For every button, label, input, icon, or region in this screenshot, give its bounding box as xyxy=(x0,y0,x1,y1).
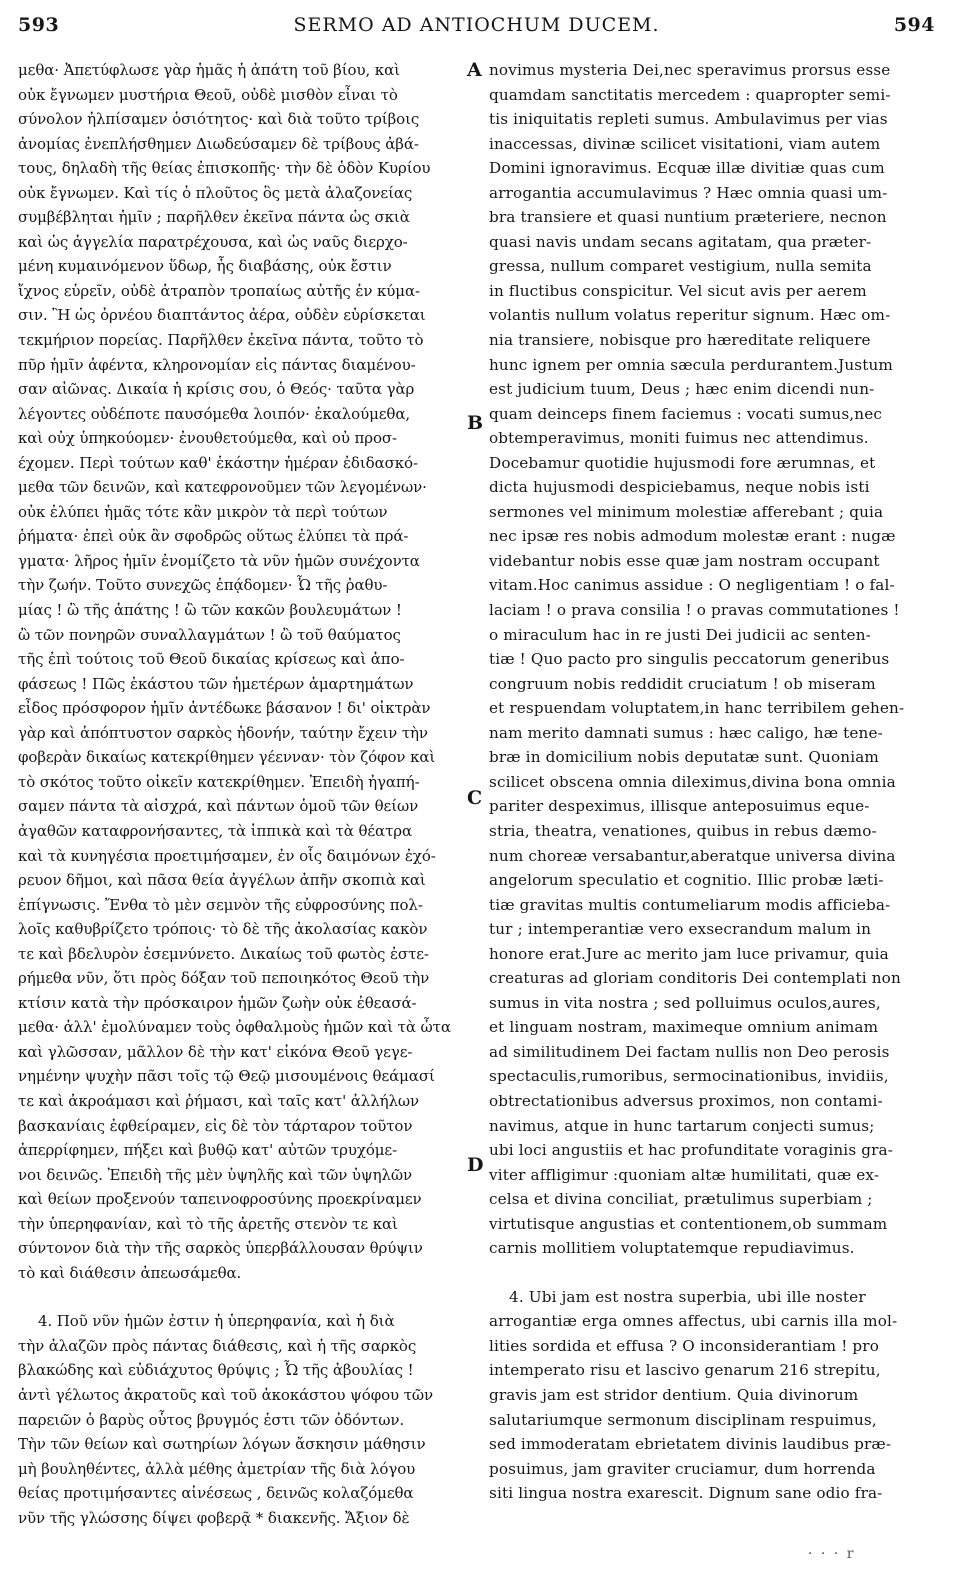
latin-text-line: lities sordida et effusa ? O inconsiderantiam ! pro xyxy=(489,1336,879,1355)
greek-text-line: τὴν ζωήν. Τοῦτο συνεχῶς ἐπᾴδομεν· Ὦ τῆς ῥαθυ- xyxy=(18,576,388,595)
greek-text-line: σαν αἰῶνας. Δικαία ἡ κρίσις σου, ὁ Θεός· ταῦτα γὰρ xyxy=(18,380,415,399)
latin-text-line: tiæ gravitas multis contumeliarum modis afficieba- xyxy=(489,895,891,914)
latin-text-line: spectaculis,rumoribus, sermocinationibus, invidiis, xyxy=(489,1067,889,1086)
greek-text-line: έχομεν. Περὶ τούτων καθ' ἑκάστην ἡμέραν ἐδιδασκό- xyxy=(18,453,418,472)
latin-text-line: stria, theatra, venationes, quibus in rebus dæmo- xyxy=(489,821,877,840)
latin-text-line: volantis nullum volatus reperitur signum. Hæc om- xyxy=(489,306,891,325)
right-page-number: 594 xyxy=(893,14,935,36)
greek-text-line: νῦν τῆς γλώσσης δίψει φοβερᾷ * διακενῆς. Ἄξιον δὲ xyxy=(18,1508,410,1527)
greek-text-line: πῦρ ἡμῖν ἀφέντα, κληρονομίαν εἰς πάντας διαμένου- xyxy=(18,355,416,374)
latin-text-line: sermones vel minimum molestiæ afferebant ; quia xyxy=(489,502,884,521)
latin-text-line: nec ipsæ res nobis admodum molestæ erant : nugæ xyxy=(489,527,896,546)
greek-text-line: τὸ καὶ διάθεσιν ἀπεωσάμεθα. xyxy=(18,1263,242,1282)
greek-text-line: ρευον δῆμοι, καὶ πᾶσα θεία ἀγγέλων ἀπῆν σκοπιὰ καὶ xyxy=(18,871,426,890)
paragraph-gap xyxy=(489,1261,933,1285)
latin-text-line: bræ in domicilium nobis deputatæ sunt. Quoniam xyxy=(489,748,879,767)
latin-text-line: arrogantiæ erga omnes affectus, ubi carnis illa mol- xyxy=(489,1312,898,1331)
greek-text-line: τὸ σκότος τοῦτο οἰκεῖν κατεκρίθημεν. Ἐπειδὴ ἠγαπή- xyxy=(18,772,420,791)
latin-text-line: honore erat.Jure ac merito jam luce privamur, quia xyxy=(489,944,889,963)
latin-text-line: ad similitudinem Dei factam nullis non Deo perosis xyxy=(489,1042,890,1061)
greek-text-line: σαμεν πάντα τὰ αἰσχρά, καὶ πάντων ὁμοῦ τῶν θείων xyxy=(18,797,419,816)
margin-marker-d: D xyxy=(467,1154,484,1176)
greek-text-line: ἀγαθῶν καταφρονήσαντες, τὰ ἱππικὰ καὶ τὰ θέατρα xyxy=(18,821,413,840)
greek-text-column xyxy=(18,58,460,1530)
greek-text-line: ῥήματα· ἐπεὶ οὐκ ἂν σφοδρῶς οὕτως ἐλύπει τὰ πρά- xyxy=(18,527,409,546)
latin-text-line: posuimus, jam graviter cruciamur, dum horrenda xyxy=(489,1459,876,1478)
greek-text-line: τὴν ὑπερηφανίαν, καὶ τὸ τῆς ἀρετῆς στενὸν τε καὶ xyxy=(18,1214,398,1233)
latin-text-line: virtutisque angustias et contentionem,ob summam xyxy=(489,1214,888,1233)
latin-text-line: gravis jam est stridor dentium. Quia divinorum xyxy=(489,1385,859,1404)
greek-text-line: συμβέβληται ἡμῖν ; παρῆλθεν ἐκεῖνα πάντα ὡς σκιὰ xyxy=(18,208,410,227)
greek-text-line: μένη κυμαινόμενον ὕδωρ, ἧς διαβάσης, οὐκ ἔστιν xyxy=(18,257,392,276)
latin-text-line: scilicet obscena omnia dileximus,divina bona omnia xyxy=(489,772,896,791)
latin-text-line: laciam ! o prava consilia ! o pravas commutationes ! xyxy=(489,601,900,620)
greek-text-line: ἀπερρίφημεν, πήξει καὶ βυθῷ κατ' αὐτῶν τρυχόμε- xyxy=(18,1141,398,1160)
greek-text-line: οὐκ ἔγνωμεν. Καὶ τίς ὁ πλοῦτος ὃς μετὰ ἀλαζονείας xyxy=(18,183,413,202)
greek-text-line: καὶ οὐχ ὑπηκούομεν· ἐνουθετούμεθα, καὶ οὐ προσ- xyxy=(18,429,398,448)
latin-text-line: quamdam sanctitatis mercedem : quapropter semi- xyxy=(489,85,891,104)
latin-text-line: novimus mysteria Dei,nec speravimus prorsus esse xyxy=(489,61,891,79)
greek-text-line: μίας ! ὢ τῆς ἀπάτης ! ὢ τῶν κακῶν βουλευμάτων ! xyxy=(18,601,402,620)
latin-text-line: quasi navis undam secans agitatam, qua præter- xyxy=(489,232,872,251)
footer-mark: · · · r xyxy=(808,1546,856,1562)
latin-text-line: congruum nobis reddidit cruciatum ! ob miseram xyxy=(489,674,876,693)
greek-text-line: τε καὶ βδελυρὸν ἐσεμνύνετο. Δικαίως τοῦ φωτὸς ἐστε- xyxy=(18,944,429,963)
greek-text-line: οὐκ ἔγνωμεν μυστήρια Θεοῦ, οὐδὲ μισθὸν εἶναι τὸ xyxy=(18,85,398,104)
latin-text-line: et linguam nostram, maximeque omnium animam xyxy=(489,1018,879,1037)
latin-text-column xyxy=(489,58,933,1506)
greek-text-line: κτίσιν κατὰ τὴν πρόσκαιρον ἡμῶν ζωὴν οὐκ ἐθεασά- xyxy=(18,993,417,1012)
greek-text-line: ρήμεθα νῦν, ὅτι πρὸς δόξαν τοῦ πεποιηκότος Θεοῦ τὴν xyxy=(18,969,430,988)
margin-marker-c: C xyxy=(467,787,483,809)
greek-text-line: σύντονον διὰ τὴν τῆς σαρκὸς ὑπερβάλλουσαν θρύψιν xyxy=(18,1239,423,1258)
greek-text-line: σύνολον ἠλπίσαμεν ὁσιότητος· καὶ διὰ τοῦτο τρίβοις xyxy=(18,110,420,129)
latin-text-line: siti lingua nostra exarescit. Dignum sane odio fra- xyxy=(489,1484,883,1503)
greek-text-line: μεθα· ἀλλ' ἐμολύναμεν τοὺς ὀφθαλμοὺς ἡμῶν καὶ τὰ ὦτα xyxy=(18,1018,451,1037)
greek-text-line: λοῖς καθυβρίζετο τρόποις· τὸ δὲ τῆς ἀκολασίας κακὸν xyxy=(18,920,428,939)
page-header xyxy=(18,14,935,46)
latin-text-line: carnis mollitiem voluptatemque repudiavimus. xyxy=(489,1239,855,1258)
greek-text-line: ἴχνος εὑρεῖν, οὐδὲ ἀτραπὸν τροπαίως αὐτῆς ἐν κύμα- xyxy=(18,281,420,300)
greek-text-line: τεκμήριον πορείας. Παρῆλθεν ἐκεῖνα πάντα, τοῦτο τὸ xyxy=(18,331,424,350)
latin-text-line: celsa et divina conciliat, prætulimus superbiam ; xyxy=(489,1190,873,1209)
latin-text-line: obtrectationibus adversus proximos, non contami- xyxy=(489,1091,883,1110)
greek-text-line: ἀντὶ γέλωτος ἀκρατοῦς καὶ τοῦ ἀκοκάστου ψόφου τῶν xyxy=(18,1385,434,1404)
greek-text-line: παρειῶν ὁ βαρὺς οὗτος βρυγμός ἐστι τῶν ὀδόντων. xyxy=(18,1410,405,1429)
latin-text-line: et respuendam voluptatem,in hanc terribilem gehen- xyxy=(489,699,905,718)
latin-text-line: nia transiere, nobisque pro hæreditate reliquere xyxy=(489,331,871,350)
latin-text-line: quam deinceps finem faciemus : vocati sumus,nec xyxy=(489,404,883,423)
greek-text-line: φάσεως ! Πῶς ἑκάστου τῶν ἡμετέρων ἁμαρτημάτων xyxy=(18,674,414,693)
greek-text-line: σιν. Ἢ ὡς ὀρνέου διαπτάντος ἀέρα, οὐδὲν εὑρίσκεται xyxy=(18,306,426,325)
greek-text-line: ὢ τῶν πονηρῶν συναλλαγμάτων ! ὢ τοῦ θαύματος xyxy=(18,625,401,644)
latin-text-line: in fluctibus conspicitur. Vel sicut avis per aerem xyxy=(489,281,867,300)
latin-text-line: tis iniquitatis repleti sumus. Ambulavimus per vias xyxy=(489,110,888,129)
greek-text-line: νοι δεινῶς. Ἐπειδὴ τῆς μὲν ὑψηλῆς καὶ τῶν ὑψηλῶν xyxy=(18,1165,413,1184)
latin-text-line: obtemperavimus, moniti fuimus nec attendimus. xyxy=(489,429,869,448)
greek-text-line: ἐπίγνωσις. Ἔνθα τὸ μὲν σεμνὸν τῆς εὐφροσύνης πολ- xyxy=(18,895,423,914)
greek-text-line: βλακώδης καὶ εὐδιάχυτος θρύψις ; Ὦ τῆς ἀβουλίας ! xyxy=(18,1361,414,1380)
greek-text-line: γὰρ καὶ ἀπόπτυστον σαρκὸς ἡδονήν, ταύτην ἔχειν τὴν xyxy=(18,723,428,742)
latin-text-line: sed immoderatam ebrietatem divinis laudibus præ- xyxy=(489,1435,892,1454)
greek-text-line: 4. Ποῦ νῦν ἡμῶν ἐστιν ἡ ὑπερηφανία, καὶ ἡ διὰ xyxy=(38,1312,395,1331)
latin-text-line: dicta hujusmodi despiciebamus, neque nobis isti xyxy=(489,478,870,497)
latin-text-line: nam merito damnati sumus : hæc caligo, hæ tene- xyxy=(489,723,883,742)
greek-text-line: φοβερὰν δικαίως κατεκρίθημεν γέενναν· τὸν ζόφον καὶ xyxy=(18,748,436,767)
latin-text-line: o miraculum hac in re justi Dei judicii ac senten- xyxy=(489,625,871,644)
greek-text-line: καὶ γλῶσσαν, μᾶλλον δὲ τὴν κατ' εἰκόνα Θεοῦ γεγε- xyxy=(18,1042,413,1061)
latin-text-line: inaccessas, divinæ scilicet visitationi, viam autem xyxy=(489,134,881,153)
latin-text-line: est judicium tuum, Deus ; hæc enim dicendi nun- xyxy=(489,380,875,399)
latin-text-line: angelorum speculatio et cognitio. Illic probæ læti- xyxy=(489,871,884,890)
latin-text-line: viter affligimur :quoniam altæ humilitati, quæ ex- xyxy=(489,1165,880,1184)
latin-text-line: creaturas ad gloriam conditoris Dei contemplati non xyxy=(489,969,901,988)
greek-text-line: τε καὶ ἀκροάμασι καὶ ῥήμασι, καὶ ταῖς κατ' ἀλλήλων xyxy=(18,1091,420,1110)
greek-text-line: μεθα τῶν δεινῶν, καὶ κατεφρονοῦμεν τῶν λεγομένων· xyxy=(18,478,427,497)
greek-text-line: τῆς ἐπὶ τούτοις τοῦ Θεοῦ δικαίας κρίσεως καὶ ἀπο- xyxy=(18,650,405,669)
greek-text-line: οὐκ ἐλύπει ἡμᾶς τότε κἂν μικρὸν τὰ περὶ τούτων xyxy=(18,502,388,521)
latin-text-line: gressa, nullum comparet vestigium, nulla semita xyxy=(489,257,872,276)
latin-text-line: Docebamur quotidie hujusmodi fore ærumnas, et xyxy=(489,453,876,472)
greek-text-line: ἀνομίας ἐνεπλήσθημεν Διωδεύσαμεν δὲ τρίβους ἀβά- xyxy=(18,134,419,153)
greek-text-line: τὴν ἀλαζῶν πρὸς πάντας διάθεσις, καὶ ἡ τῆς σαρκὸς xyxy=(18,1336,417,1355)
greek-text-line: βασκανίαις ἐφθείραμεν, εἰς δὲ τὸν τάρταρον τοῦτον xyxy=(18,1116,413,1135)
latin-text-line: tiæ ! Quo pacto pro singulis peccatorum generibus xyxy=(489,650,890,669)
latin-text-line: arrogantia accumulavimus ? Hæc omnia quasi um- xyxy=(489,183,888,202)
latin-text-line: bra transiere et quasi nuntium præteriere, necnon xyxy=(489,208,887,227)
greek-text-line: καὶ ὡς ἀγγελία παρατρέχουσα, καὶ ὡς ναῦς διερχο- xyxy=(18,232,408,251)
greek-text-line: Τὴν τῶν θείων καὶ σωτηρίων λόγων ἄσκησιν μάθησιν xyxy=(18,1435,426,1454)
greek-text-line: τους, δηλαδὴ τῆς θείας ἐπισκοπῆς· τὴν δὲ ὁδὸν Κυρίου xyxy=(18,159,431,178)
latin-text-line: intemperato risu et lascivo genarum 216 strepitu, xyxy=(489,1361,881,1380)
greek-text-line: μὴ βουληθέντες, ἀλλὰ μέθης ἀμετρίαν τῆς διὰ λόγου xyxy=(18,1459,416,1478)
left-page-number: 593 xyxy=(18,14,60,36)
latin-text-line: hunc ignem per omnia sæcula perdurantem.Justum xyxy=(489,355,893,374)
margin-marker-a: A xyxy=(467,59,482,81)
latin-text-line: salutariumque sermonum disciplinam respuimus, xyxy=(489,1410,877,1429)
latin-text-line: videbantur nobis esse quæ jam nostram occupant xyxy=(489,551,880,570)
running-title: SERMO AD ANTIOCHUM DUCEM. xyxy=(293,14,660,36)
greek-text-line: γματα· λῆρος ἡμῖν ἐνομίζετο τὰ νῦν ἡμῶν συνέχοντα xyxy=(18,551,420,570)
latin-text-line: sumus in vita nostra ; sed polluimus oculos,aures, xyxy=(489,993,881,1012)
greek-text-line: θείας προτιμήσαντες αἰνέσεως , δεινῶς κολαζόμεθα xyxy=(18,1484,414,1503)
greek-text-line: καὶ τὰ κυνηγέσια προετιμήσαμεν, ἐν οἷς δαιμόνων ἐχό- xyxy=(18,846,436,865)
greek-text-line: καὶ θείων προξενούν ταπεινοφροσύνης προεκρίναμεν xyxy=(18,1190,422,1209)
latin-text-line: tur ; intemperantiæ vero exsecrandum malum in xyxy=(489,920,872,939)
greek-text-line: λέγοντες οὐδέποτε παυσόμεθα λοιπόν· ἐκαλούμεθα, xyxy=(18,404,411,423)
latin-text-line: num choreæ versabantur,aberatque universa divina xyxy=(489,846,896,865)
latin-text-line: vitam.Hoc canimus assidue : O negligentiam ! o fal- xyxy=(489,576,895,595)
greek-text-line: νημένην ψυχὴν πᾶσι τοῖς τῷ Θεῷ μισουμένοις θεάμασί xyxy=(18,1067,435,1086)
latin-text-line: navimus, atque in hunc tartarum conjecti sumus; xyxy=(489,1116,875,1135)
latin-text-line: pariter despeximus, illisque anteposuimus eque- xyxy=(489,797,870,816)
latin-text-line: Domini ignoravimus. Ecquæ illæ divitiæ quas cum xyxy=(489,159,885,178)
paragraph-gap xyxy=(18,1285,460,1309)
greek-text-line: μεθα· Ἀπετύφλωσε γὰρ ἡμᾶς ἡ ἀπάτη τοῦ βίου, καὶ xyxy=(18,61,400,79)
latin-text-line: 4. Ubi jam est nostra superbia, ubi ille noster xyxy=(509,1287,866,1306)
latin-text-line: ubi loci angustiis et hac profunditate voraginis gra- xyxy=(489,1141,894,1160)
margin-marker-b: B xyxy=(467,412,484,434)
greek-text-line: εἶδος πρόσφορον ἡμῖν ἀντέδωκε βάσανον ! δι' οἰκτρὰν xyxy=(18,699,431,718)
